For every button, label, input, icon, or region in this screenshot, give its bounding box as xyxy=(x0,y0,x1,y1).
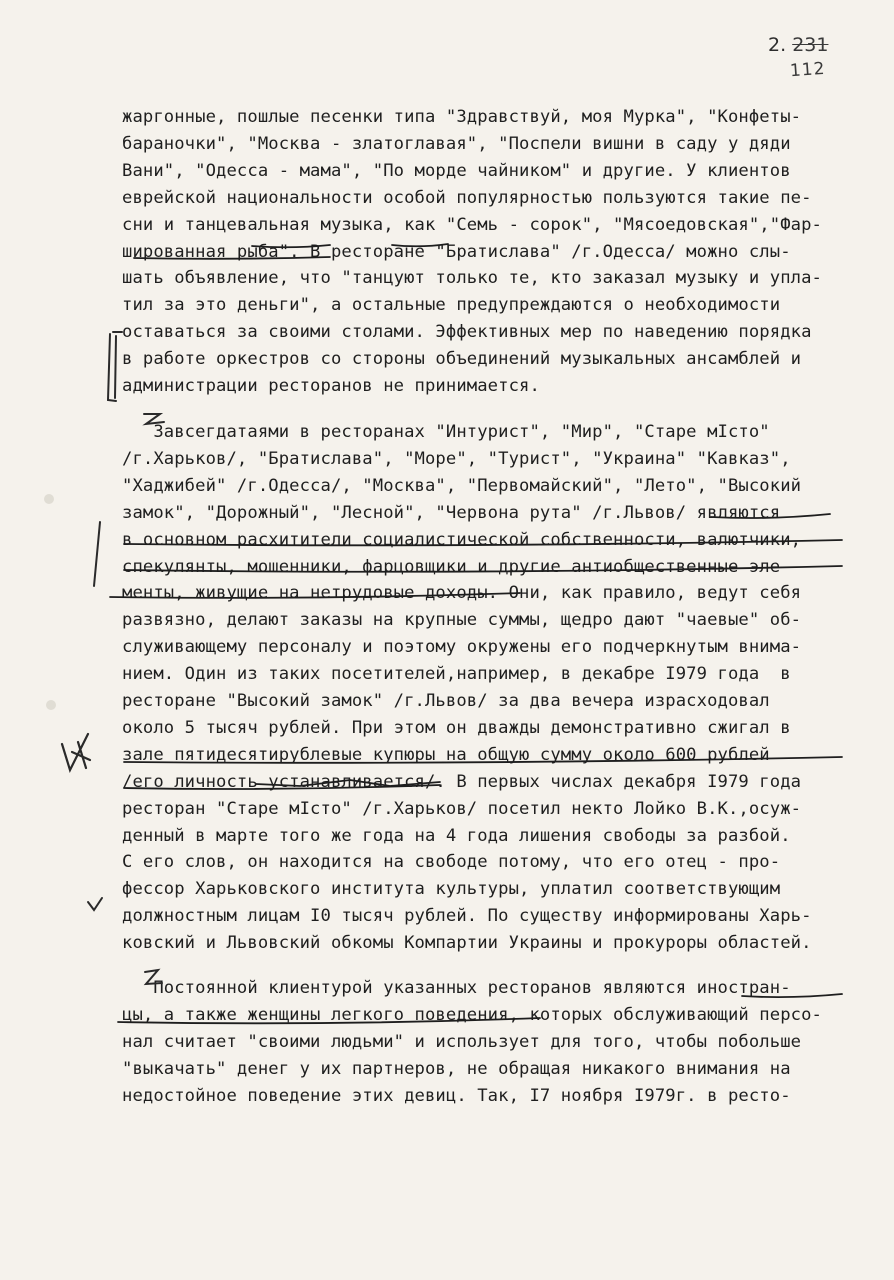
text-line: ковский и Львовский обкомы Компартии Украины и прокуроры областей. xyxy=(122,933,812,954)
text-line: Постоянной клиентурой указанных ресторанов являются иностран- xyxy=(122,978,791,999)
text-line: тил за это деньги", а остальные предупреждаются о необходимости xyxy=(122,295,781,316)
text-line: нал считает "своими людьми" и использует для того, чтобы побольше xyxy=(122,1031,802,1052)
text-line: еврейской национальности особой популярностью пользуются такие пе- xyxy=(122,187,812,208)
text-line: ресторане "Высокий замок" /г.Львов/ за два вечера израсходовал xyxy=(122,691,770,712)
text-line: развязно, делают заказы на крупные суммы, щедро дают "чаевые" об- xyxy=(122,610,802,631)
paragraph-3 xyxy=(122,975,862,1110)
page-number-handwritten: 112 xyxy=(789,58,827,82)
text-line: фессор Харьковского института культуры, уплатил соответствующим xyxy=(122,879,781,900)
margin-tick-mark xyxy=(88,898,102,910)
paper-mark xyxy=(44,494,54,504)
text-line: менты, живущие на нетрудовые доходы. Они, как правило, ведут себя xyxy=(122,583,802,604)
text-line: цы, а также женщины легкого поведения, которых обслуживающий персо- xyxy=(122,1005,822,1025)
text-line: замок", "Дорожный", "Лесной", "Червона рута" /г.Львов/ являются xyxy=(122,502,781,523)
text-line: в основном расхитители социалистической собственности, валютчики, xyxy=(122,529,802,550)
text-line: в работе оркестров со стороны объединений музыкальных ансамблей и xyxy=(122,349,802,370)
text-line: шать объявление, что "танцуют только те, кто заказал музыку и упла- xyxy=(122,268,822,289)
margin-brackets xyxy=(108,332,122,401)
text-line: администрации ресторанов не принимается. xyxy=(122,376,540,397)
text-line: бараночки", "Москва - златоглавая", "Поспели вишни в саду у дяди xyxy=(122,133,791,154)
text-line: нием. Один из таких посетителей,например, в декабре I979 года в xyxy=(122,664,791,685)
text-line: спекулянты, мошенники, фарцовщики и другие антиобщественные эле- xyxy=(122,556,791,577)
text-line: С его слов, он находится на свободе потому, что его отец - про- xyxy=(122,852,781,873)
text-line: /г.Харьков/, "Братислава", "Море", "Турист", "Украина" "Кавказ", xyxy=(122,448,791,469)
text-line: зале пятидесятирублевые купюры на общую сумму около 600 рублей xyxy=(122,744,770,765)
text-line: недостойное поведение этих девиц. Так, I7 ноября I979г. в ресто- xyxy=(122,1085,791,1106)
text-line: жаргонные, пошлые песенки типа "Здравствуй, моя Мурка", "Конфеты- xyxy=(122,107,802,127)
paper-mark xyxy=(46,700,56,710)
text-line: оставаться за своими столами. Эффективных мер по наведению порядка xyxy=(122,322,812,343)
text-line: около 5 тысяч рублей. При этом он дважды демонстративно сжигал в xyxy=(122,717,791,738)
text-line: сни и танцевальная музыка, как "Семь - сорок", "Мясоедовская","Фар- xyxy=(122,214,822,235)
page-number-struck: 231 xyxy=(792,34,829,56)
margin-check-mark xyxy=(62,734,90,770)
text-line: ресторан "Старе мIсто" /г.Харьков/ посетил некто Лойко В.К.,осуж- xyxy=(122,798,802,819)
text-line: Вани", "Одесса - мама", "По морде чайником" и другие. У клиентов xyxy=(122,160,791,181)
text-line: "выкачать" денег у их партнеров, не обращая никакого внимания на xyxy=(122,1058,791,1079)
paragraph-1 xyxy=(122,104,862,400)
text-line: служивающему персоналу и поэтому окружены его подчеркнутым внима- xyxy=(122,637,802,658)
paragraph-2 xyxy=(122,419,862,957)
page-number-current: 2. xyxy=(768,34,787,56)
document-body xyxy=(122,104,862,1110)
text-line: "Хаджибей" /г.Одесса/, "Москва", "Первомайский", "Лето", "Высокий xyxy=(122,475,802,496)
text-line: Завсегдатаями в ресторанах "Интурист", "Мир", "Старе мIсто" xyxy=(122,421,770,442)
text-line: денный в марте того же года на 4 года лишения свободы за разбой. xyxy=(122,825,791,846)
page-number xyxy=(768,34,829,82)
text-line: /его личность устанавливается/. В первых числах декабря I979 года xyxy=(122,771,802,792)
text-line: шированная рыба". В ресторане "Братислава" /г.Одесса/ можно слы- xyxy=(122,241,791,262)
margin-line xyxy=(94,522,100,586)
text-line: должностным лицам I0 тысяч рублей. По существу информированы Харь- xyxy=(122,906,812,927)
